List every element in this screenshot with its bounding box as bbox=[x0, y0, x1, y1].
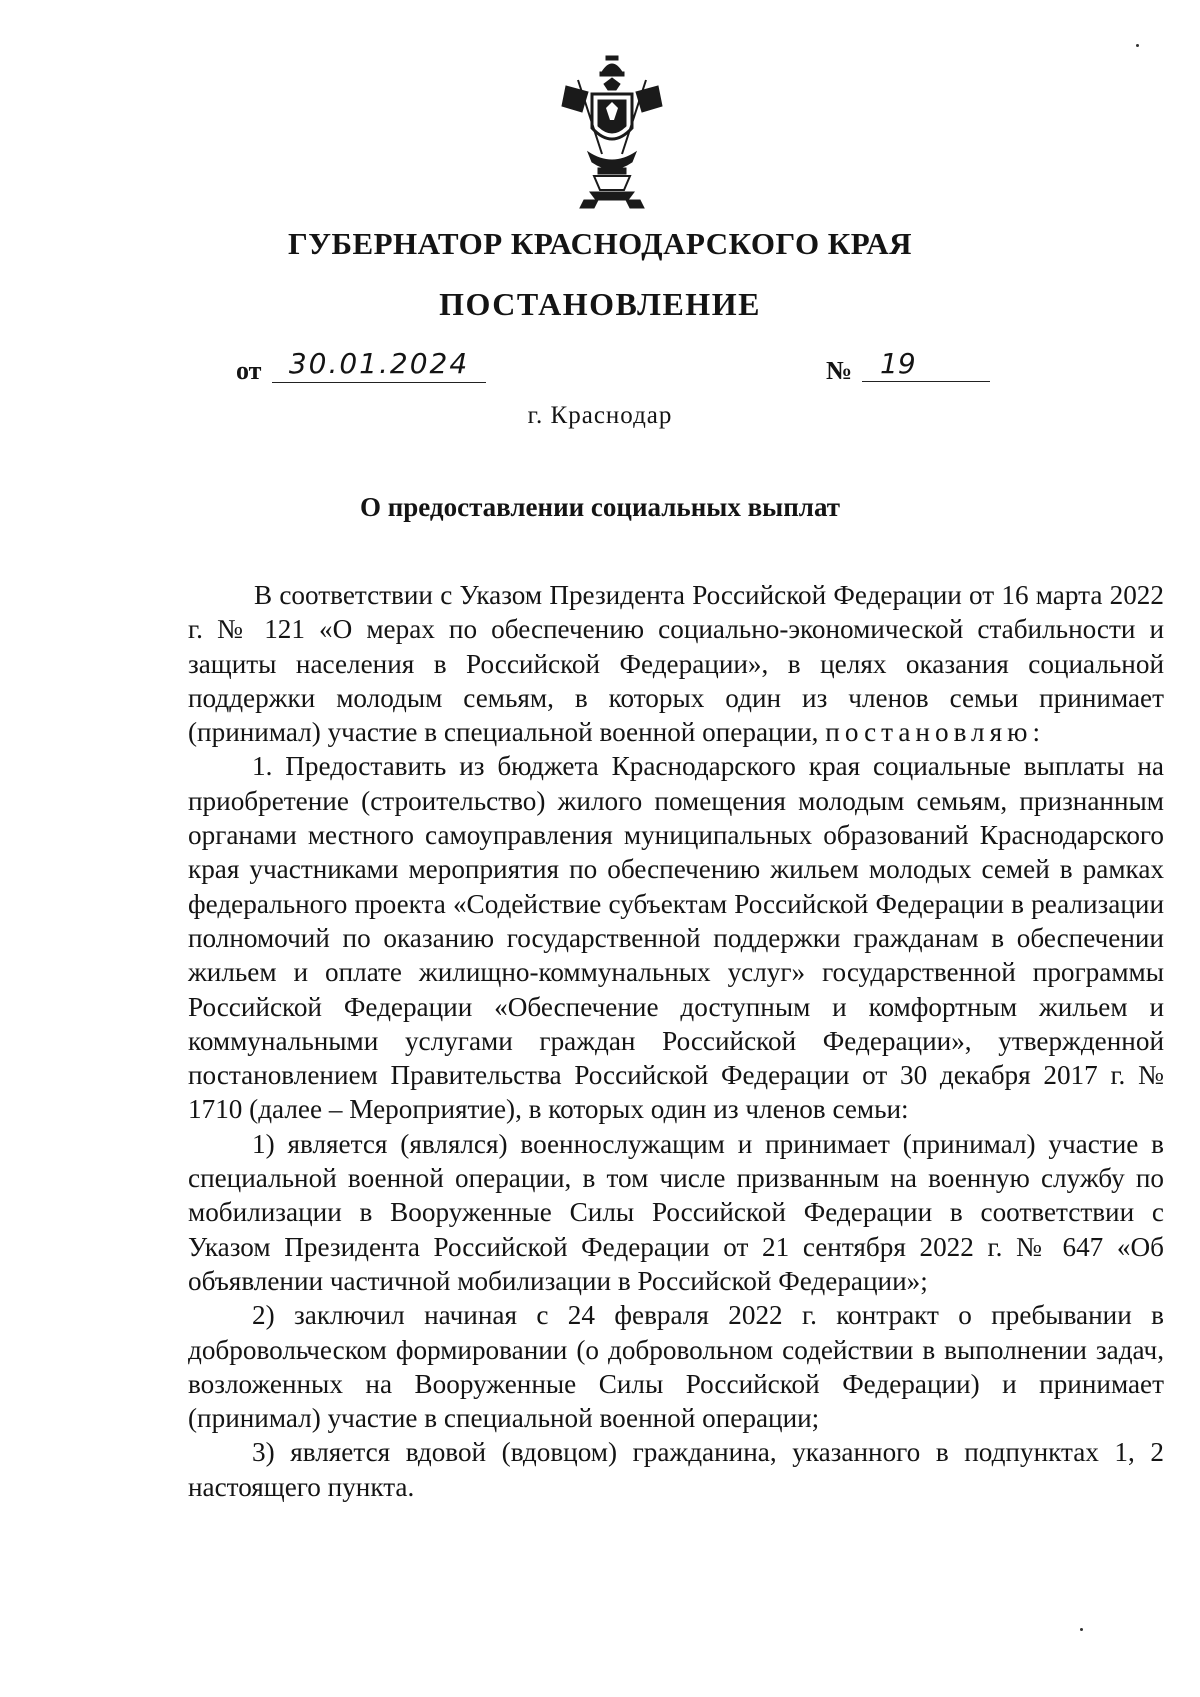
date-label: от bbox=[236, 356, 262, 385]
coat-of-arms-icon bbox=[558, 50, 666, 210]
paragraph-1: 1. Предоставить из бюджета Краснодарского края социальные выплаты на приобретение (строительство) жилого помещения молодым семьям, признанным органами местного самоуправления муниципальных образований Краснодарского края участниками мероприятия по обеспечению жильем молодых семей в рамках федерального проекта «Содействие субъектам Российской Федерации в реализации полномочий по оказанию государственной поддержки гражданам в обеспечении жильем и оплате жилищно-коммунальных услуг» государственной программы Российской Федерации «Обеспечение доступным и комфортным жильем и коммунальными услугами граждан Российской Федерации», утвержденной постановлением Правительства Российской Федерации от 30 декабря 2017 г. № 1710 (далее – Мероприятие), в которых один из членов семьи: bbox=[188, 751, 1164, 1125]
decree-word: постановляю: bbox=[825, 717, 1045, 748]
scan-speck bbox=[1136, 44, 1139, 47]
subparagraph-1: 1) является (являлся) военнослужащим и принимает (принимал) участие в специальной военной операции, в том числе призванным на военную службу по мобилизации в Вооруженные Силы Российской Федерации в соответствии с Указом Президента Российской Федерации от 21 сентября 2022 г. № 647 «Об объявлении частичной мобилизации в Российской Федерации»; bbox=[188, 1128, 1164, 1296]
date-value: 30.01.2024 bbox=[272, 346, 486, 383]
scan-speck bbox=[1080, 1628, 1083, 1631]
subparagraph-3: 3) является вдовой (вдовцом) гражданина, указанного в подпунктах 1, 2 настоящего пункта. bbox=[188, 1437, 1164, 1502]
authority-title: ГУБЕРНАТОР КРАСНОДАРСКОГО КРАЯ bbox=[287, 226, 913, 261]
document-type-title: ПОСТАНОВЛЕНИЕ bbox=[439, 286, 761, 322]
city-line: г. Краснодар bbox=[527, 402, 673, 429]
number-label: № bbox=[826, 356, 853, 385]
preamble-paragraph bbox=[188, 578, 1164, 749]
preamble-text: В соответствии с Указом Президента Российской Федерации от 16 марта 2022 г. № 121 «О мерах по обеспечению социально-экономической стабильности и защиты населения в Российской Федерации», в целях оказания социальной поддержки молодым семьям, в которых один из членов семьи принимает (принимал) участие в специальной военной операции, bbox=[188, 580, 1164, 748]
subparagraph-2: 2) заключил начиная с 24 февраля 2022 г. контракт о пребывании в добровольческом формировании (о добровольном содействии в выполнении задач, возложенных на Вооруженные Силы Российской Федерации) и принимает (принимал) участие в специальной военной операции; bbox=[188, 1300, 1164, 1434]
document-subject: О предоставлении социальных выплат bbox=[359, 492, 841, 522]
document-body bbox=[188, 578, 1164, 1504]
number-value: 19 bbox=[862, 346, 990, 382]
